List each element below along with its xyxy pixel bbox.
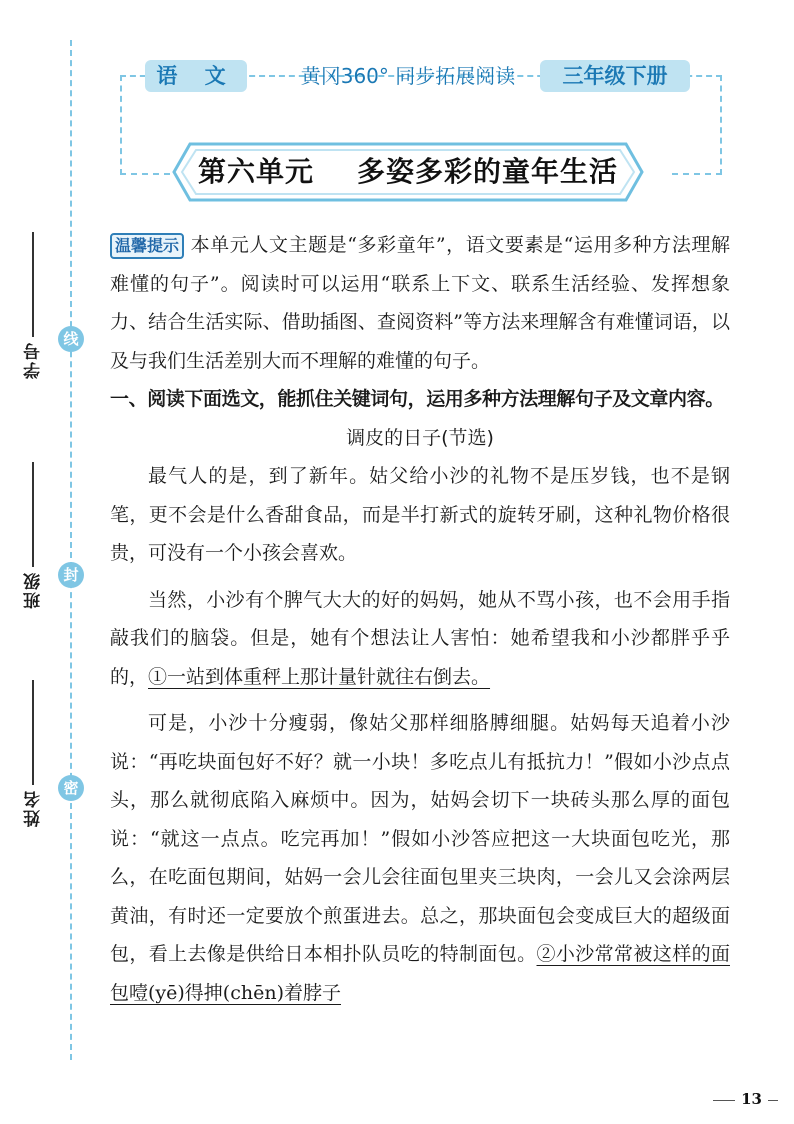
page-number bbox=[707, 1090, 784, 1108]
underlined-sentence-2: ②小沙常常被这样的面包噎(yē)得抻(chēn)着脖子 bbox=[110, 943, 730, 1004]
page-number-text: 13 bbox=[741, 1090, 762, 1108]
paragraph-2 bbox=[110, 581, 730, 697]
paragraph-1: 最气人的是，到了新年。姑父给小沙的礼物不是压岁钱，也不是钢笔，更不会是什么香甜食品，而是半打新式的旋转牙刷，这种礼物价格很贵，可没有一个小孩会喜欢。 bbox=[110, 465, 730, 564]
student-id-field[interactable] bbox=[18, 232, 48, 379]
unit-banner bbox=[172, 142, 644, 202]
class-field[interactable] bbox=[18, 462, 48, 609]
binding-mark-mi: 密 bbox=[58, 775, 84, 801]
question-heading: 一、阅读下面选文，能抓住关键词句，运用多种方法理解句子及文章内容。 bbox=[110, 388, 724, 410]
underlined-sentence-1: ①一站到体重秤上那计量针就往右倒去。 bbox=[148, 665, 491, 688]
name-line[interactable] bbox=[32, 680, 34, 785]
name-label: 姓名 bbox=[23, 789, 44, 827]
student-id-label: 学号 bbox=[23, 341, 44, 379]
binding-mark-feng: 封 bbox=[58, 562, 84, 588]
paragraph-3-text: 可是，小沙十分瘦弱，像姑父那样细胳膊细腿。姑妈每天追着小沙说：“再吃块面包好不好？就一小块！多吃点儿有抵抗力！”假如小沙点点头，那么就彻底陷入麻烦中。因为，姑妈会切下一块砖头那么厚的面包说：“就这一点点。吃完再加！”假如小沙答应把这一大块面包吃光，那么，在吃面包期间，姑妈一会儿会往面包里夹三块肉，一会儿又会涂两层黄油，有时还一定要放个煎蛋进去。总之，那块面包会变成巨大的超级面包，看上去像是供给日本相扑队员吃的特制面包。 bbox=[110, 712, 730, 965]
selection-title: 调皮的日子(节选) bbox=[346, 426, 494, 449]
grade-tab: 三年级下册 bbox=[540, 60, 690, 92]
binding-dashed-line bbox=[70, 40, 72, 1060]
binding-mark-xian: 线 bbox=[58, 326, 84, 352]
class-line[interactable] bbox=[32, 462, 34, 567]
subject-tab: 语 文 bbox=[145, 60, 247, 92]
series-title: 黄冈360° 同步拓展阅读 bbox=[300, 64, 516, 88]
header-bar bbox=[140, 60, 700, 92]
class-label: 班级 bbox=[23, 571, 44, 609]
name-field[interactable] bbox=[18, 680, 48, 827]
reading-content bbox=[110, 226, 730, 1012]
paragraph-2-text: 当然，小沙有个脾气大大的好的妈妈，她从不骂小孩，也不会用手指敲我们的脑袋。但是，她有个想法让人害怕：她希望我和小沙都胖乎乎的， bbox=[110, 588, 730, 688]
tip-paragraph bbox=[110, 226, 730, 380]
paragraph-3 bbox=[110, 704, 730, 1012]
tip-text: 本单元人文主题是“多彩童年”，语文要素是“运用多种方法理解难懂的句子”。阅读时可以运用“联系上下文、联系生活经验、发挥想象力、结合生活实际、借助插图、查阅资料”等方法来理解含有难懂词语，以及与我们生活差别大而不理解的难懂的句子。 bbox=[110, 234, 730, 372]
tip-label: 温馨提示 bbox=[110, 233, 184, 259]
student-id-line[interactable] bbox=[32, 232, 34, 337]
unit-title: 第六单元 多姿多彩的童年生活 bbox=[198, 155, 618, 188]
